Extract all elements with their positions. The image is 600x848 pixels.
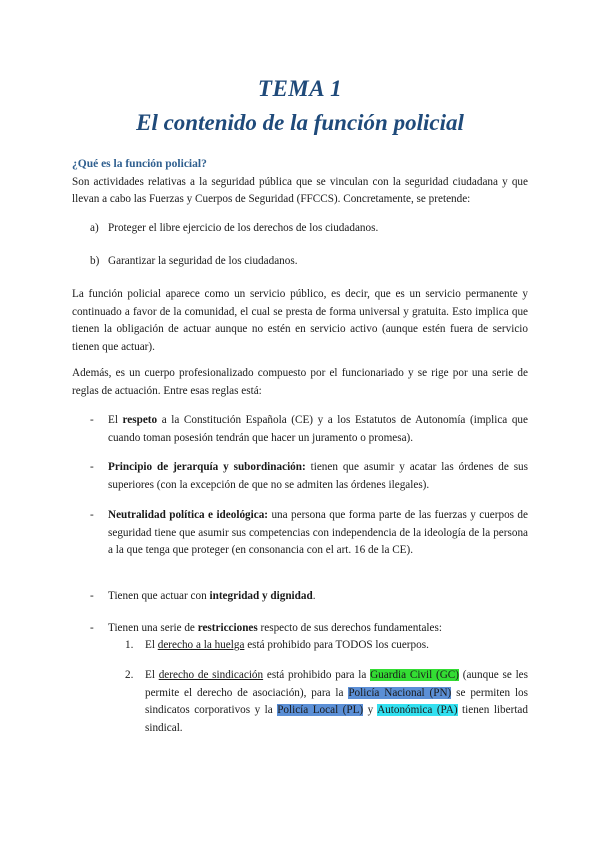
highlight-guardia-civil: Guardia Civil (GC) (370, 669, 459, 681)
section-block (72, 156, 528, 209)
numbered-marker: 2. (125, 669, 134, 681)
service-paragraph: La función policial aparece como un servicio público, es decir, que es un servicio permanente y continuado a favor de la comunidad, el cual se presta de forma universal y gratuita. Esto implica que tienen la obligación de actuar aunque no estén en servicio activo (aunque estén fuera de servicio tienen que actuar). (72, 288, 528, 353)
intro-paragraph: Son actividades relativas a la seguridad pública que se vinculan con la seguridad ciudadana y que llevan a cabo las Fuerzas y Cuerpos de Seguridad (FFCCS). Concretamente, se pretende: (72, 175, 528, 205)
rule-neutralidad: Neutralidad política e ideológica: una persona que forma parte de las fuerzas y cuerpos de seguridad tiene que asumir sus competencias con independencia de la ideología de la persona a la que tenga que proteger (en consonancia con el art. 16 de la CE). (108, 509, 528, 556)
bullet-marker: - (90, 414, 94, 426)
bullet-marker: - (90, 590, 94, 602)
highlight-policia-nacional: Policía Nacional (PN) (348, 686, 452, 699)
rule-jerarquia: Principio de jerarquía y subordinación: tienen que asumir y acatar las órdenes de sus superiores (con la excepción de que no se admiten las órdenes ilegales). (108, 461, 529, 491)
rule-restricciones: Tienen una serie de restricciones respecto de sus derechos fundamentales: (108, 622, 442, 634)
rule-respeto: El respeto a la Constitución Española (CE) y a los Estatutos de Autonomía (implica que cuando toman posesión tendrán que hacer un juramento o promesa). (108, 414, 528, 444)
page-subtitle: El contenido de la función policial (136, 110, 464, 135)
bullet-marker: - (90, 509, 94, 521)
list-marker: a) (90, 222, 99, 234)
section-question: ¿Qué es la función policial? (72, 158, 207, 170)
page-title: TEMA 1 (257, 76, 343, 101)
highlight-autonomica: Autonómica (PA) (377, 704, 458, 716)
bullet-marker: - (90, 461, 94, 473)
list-item-text: Proteger el libre ejercicio de los derechos de los ciudadanos. (108, 222, 379, 234)
rules-intro-paragraph: Además, es un cuerpo profesionalizado compuesto por el funcionariado y se rige por una serie de reglas de actuación. Entre esas reglas está: (72, 367, 528, 397)
numbered-marker: 1. (125, 639, 134, 651)
list-item-text: Garantizar la seguridad de los ciudadanos. (108, 255, 298, 267)
bullet-marker: - (90, 622, 94, 634)
list-marker: b) (90, 255, 100, 267)
highlight-policia-local: Policía Local (PL) (277, 704, 364, 716)
restriction-huelga: El derecho a la huelga está prohibido para TODOS los cuerpos. (145, 639, 429, 651)
rule-integridad: Tienen que actuar con integridad y dignidad. (108, 590, 316, 602)
restriction-sindicacion: El derecho de sindicación está prohibido para la Guardia Civil (GC) (aunque se les permite el derecho de asociación), para la Policía Nacional (PN) se permiten los sindicatos corporativos y la Policía Local (PL) y Autonómica (PA) tienen libertad sindical. (145, 669, 529, 734)
